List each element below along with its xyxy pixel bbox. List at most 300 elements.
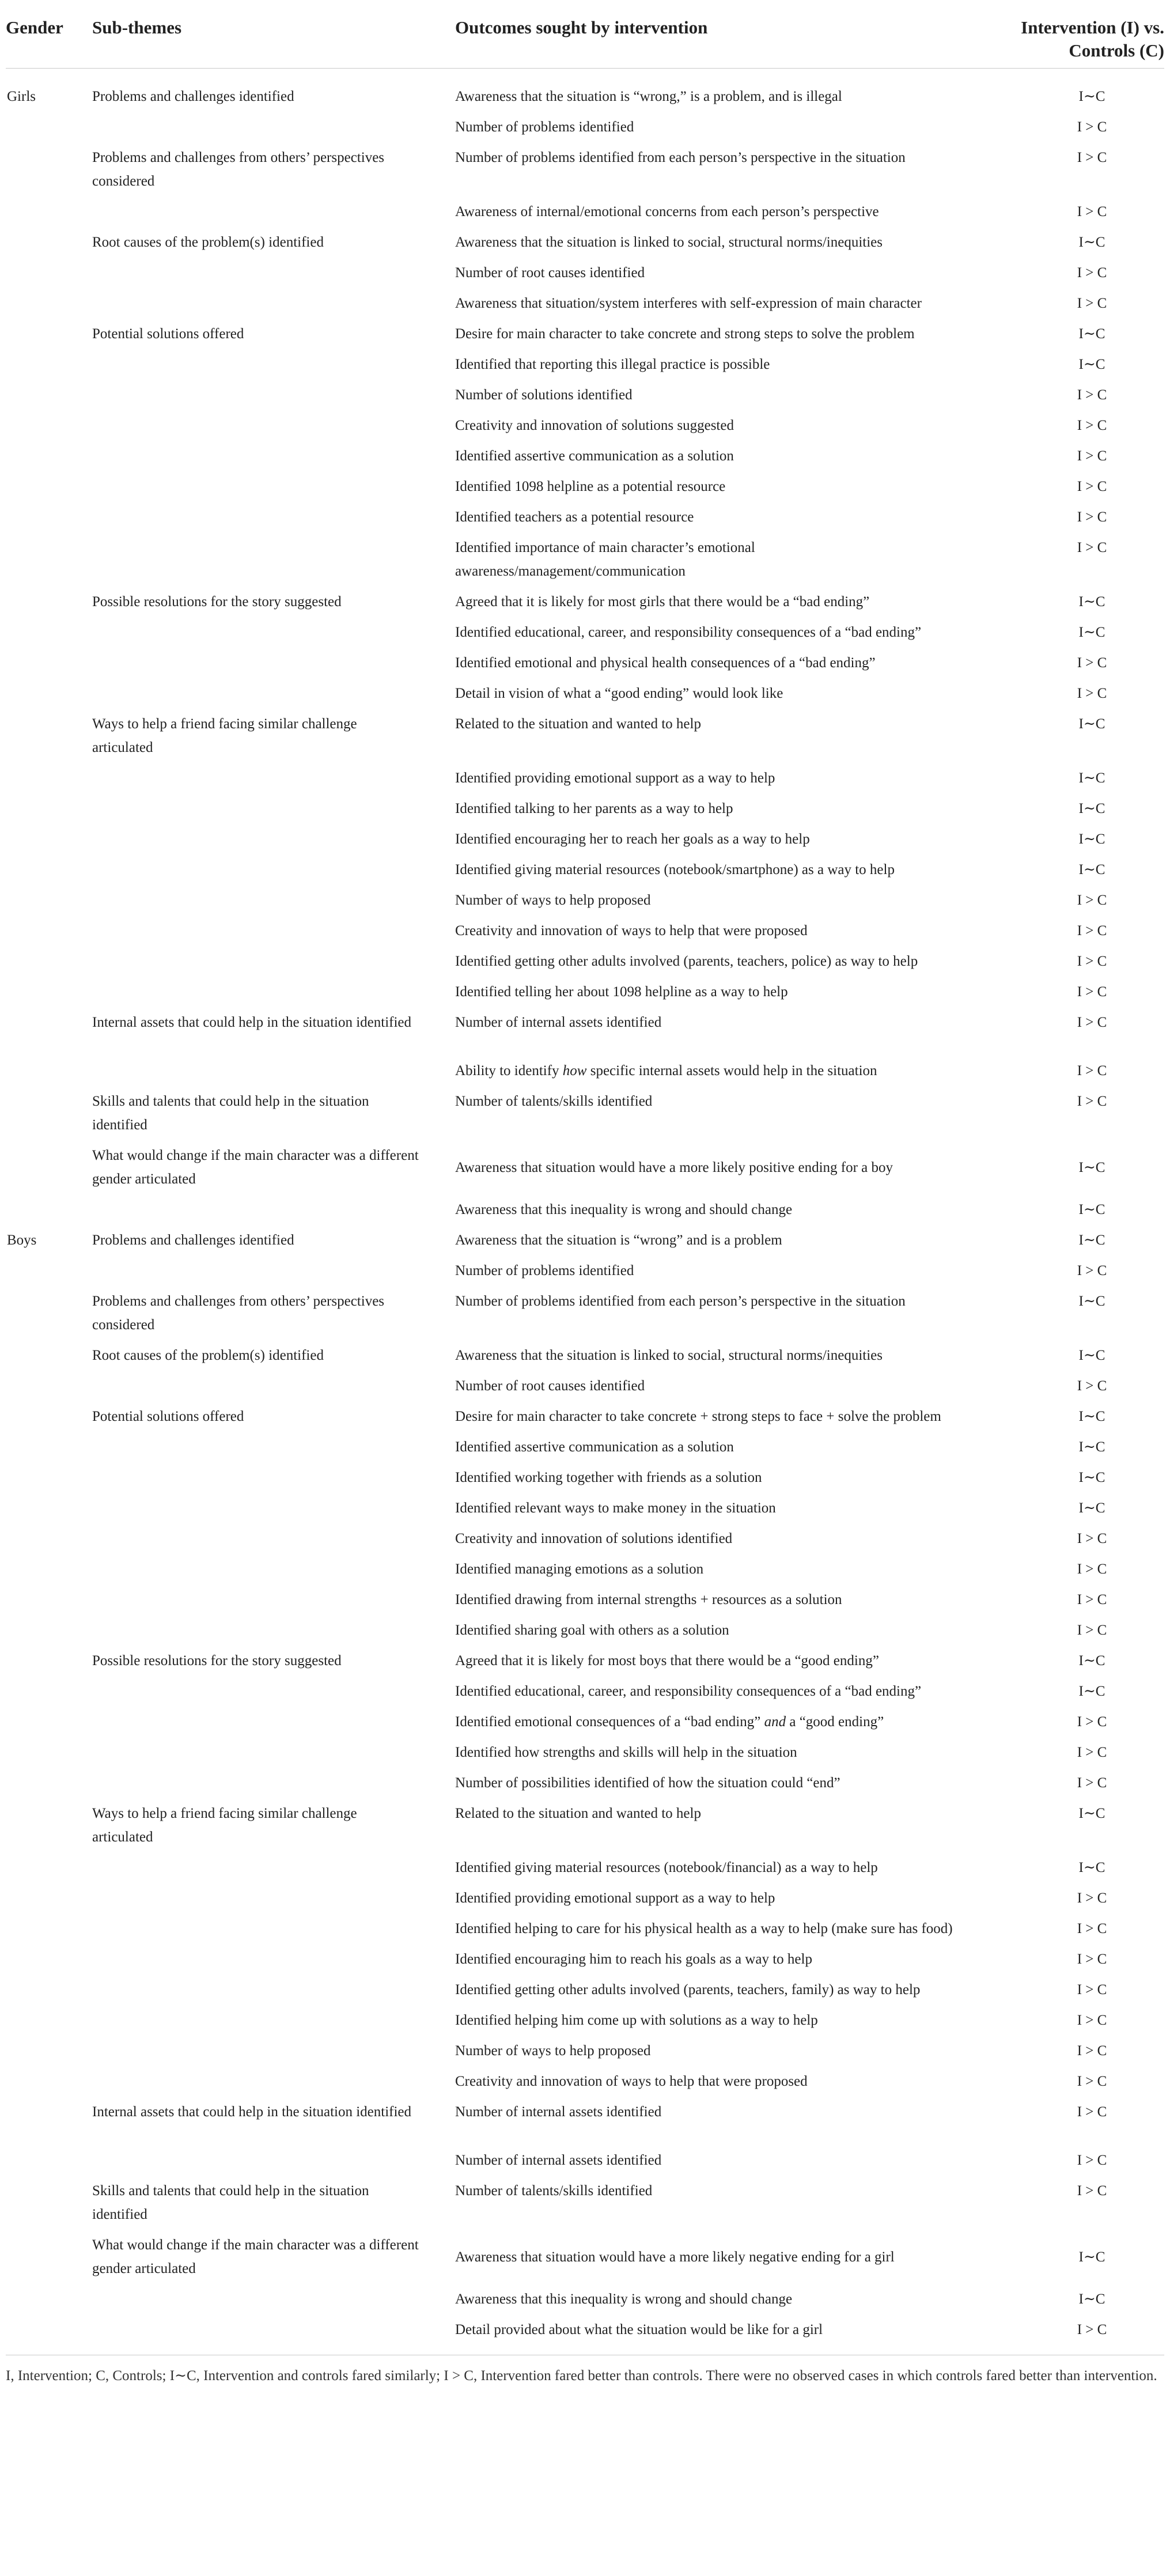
header-outcomes: Outcomes sought by intervention bbox=[455, 5, 1002, 69]
subtheme-cell: Internal assets that could help in the situation identified bbox=[92, 2104, 412, 2120]
result-cell: I > C bbox=[1077, 984, 1107, 1000]
outcome-cell: Identified getting other adults involved (parents, teachers, family) as way to help bbox=[455, 1982, 921, 1998]
table-body bbox=[6, 69, 1164, 2347]
outcome-cell: Number of solutions identified bbox=[455, 387, 633, 403]
result-cell: I∼C bbox=[1078, 716, 1105, 732]
result-cell: I > C bbox=[1077, 655, 1107, 671]
table-row bbox=[6, 69, 1164, 114]
gender-cell bbox=[6, 381, 92, 412]
subtheme-cell bbox=[92, 978, 455, 1009]
table-row bbox=[6, 1854, 1164, 1885]
table-row bbox=[6, 2007, 1164, 2037]
table-row bbox=[6, 1464, 1164, 1495]
gender-cell bbox=[6, 1800, 92, 1854]
table-row bbox=[6, 1009, 1164, 1057]
subtheme-cell bbox=[92, 442, 455, 473]
subtheme-cell: Internal assets that could help in the situation identified bbox=[92, 1015, 412, 1030]
result-cell: I > C bbox=[1077, 1094, 1107, 1109]
outcome-cell: Identified telling her about 1098 helpline as a way to help bbox=[455, 984, 788, 1000]
result-cell: I∼C bbox=[1078, 770, 1105, 786]
gender-cell bbox=[6, 351, 92, 381]
outcome-cell: Identified that reporting this illegal practice is possible bbox=[455, 357, 770, 372]
result-cell: I∼C bbox=[1078, 89, 1105, 104]
outcome-cell: Identified emotional consequences of a “bad ending” and a “good ending” bbox=[455, 1714, 884, 1730]
gender-cell bbox=[6, 1057, 92, 1088]
gender-cell bbox=[6, 917, 92, 948]
result-cell: I > C bbox=[1077, 509, 1107, 525]
header-result: Intervention (I) vs. Controls (C) bbox=[1002, 5, 1164, 69]
table-row bbox=[6, 2286, 1164, 2316]
subtheme-cell: Skills and talents that could help in the situation identified bbox=[92, 2183, 369, 2222]
subtheme-cell: Possible resolutions for the story suggested bbox=[92, 1653, 342, 1669]
result-cell: I∼C bbox=[1078, 1159, 1105, 1175]
outcome-cell: Related to the situation and wanted to help bbox=[455, 1806, 701, 1821]
gender-cell bbox=[6, 114, 92, 144]
outcome-cell: Number of ways to help proposed bbox=[455, 892, 651, 908]
subtheme-cell bbox=[92, 887, 455, 917]
gender-cell bbox=[6, 856, 92, 887]
result-cell: I > C bbox=[1077, 892, 1107, 908]
subtheme-cell bbox=[92, 198, 455, 229]
gender-cell bbox=[6, 948, 92, 978]
gender-cell bbox=[6, 1495, 92, 1525]
table-row bbox=[6, 1257, 1164, 1288]
table-row bbox=[6, 1586, 1164, 1617]
gender-cell bbox=[6, 1372, 92, 1403]
outcome-cell: Identified drawing from internal strengths + resources as a solution bbox=[455, 1592, 842, 1607]
gender-cell bbox=[6, 1617, 92, 1647]
result-cell: I > C bbox=[1077, 119, 1107, 135]
result-cell: I > C bbox=[1077, 1378, 1107, 1394]
subtheme-cell bbox=[92, 1915, 455, 1946]
gender-cell bbox=[6, 1586, 92, 1617]
table-row bbox=[6, 978, 1164, 1009]
table-row bbox=[6, 1403, 1164, 1433]
result-cell: I > C bbox=[1077, 2104, 1107, 2120]
result-cell: I > C bbox=[1077, 2183, 1107, 2199]
outcome-cell: Number of possibilities identified of how the situation could “end” bbox=[455, 1775, 840, 1791]
gender-cell bbox=[6, 710, 92, 765]
outcome-cell: Number of internal assets identified bbox=[455, 2104, 662, 2120]
outcome-cell: Creativity and innovation of solutions suggested bbox=[455, 418, 734, 433]
table-row bbox=[6, 2177, 1164, 2231]
subtheme-cell bbox=[92, 1372, 455, 1403]
gender-cell bbox=[6, 649, 92, 680]
result-cell: I∼C bbox=[1078, 625, 1105, 640]
gender-cell bbox=[6, 534, 92, 588]
subtheme-cell bbox=[92, 1769, 455, 1800]
outcome-cell: Number of internal assets identified bbox=[455, 2153, 662, 2168]
outcome-cell: Awareness of internal/emotional concerns from each person’s perspective bbox=[455, 204, 879, 220]
subtheme-cell bbox=[92, 259, 455, 290]
result-cell: I > C bbox=[1077, 1745, 1107, 1760]
outcome-cell: Identified assertive communication as a solution bbox=[455, 1439, 734, 1455]
outcome-cell: Ability to identify how specific internal assets would help in the situation bbox=[455, 1063, 877, 1079]
table-row bbox=[6, 504, 1164, 534]
result-cell: I > C bbox=[1077, 2153, 1107, 2168]
gender-cell bbox=[6, 2286, 92, 2316]
subtheme-cell bbox=[92, 114, 455, 144]
table-row bbox=[6, 1739, 1164, 1769]
subtheme-cell bbox=[92, 856, 455, 887]
outcome-cell: Awareness that the situation is “wrong” and is a problem bbox=[455, 1232, 782, 1248]
outcome-cell: Identified how strengths and skills will help in the situation bbox=[455, 1745, 797, 1760]
subtheme-cell: Potential solutions offered bbox=[92, 326, 244, 342]
subtheme-cell bbox=[92, 1556, 455, 1586]
table-row bbox=[6, 144, 1164, 198]
gender-cell bbox=[6, 588, 92, 619]
table-row bbox=[6, 2147, 1164, 2177]
result-cell: I > C bbox=[1077, 1063, 1107, 1079]
gender-cell bbox=[6, 504, 92, 534]
table-row bbox=[6, 1196, 1164, 1227]
subtheme-cell: Problems and challenges from others’ perspectives considered bbox=[92, 150, 385, 189]
subtheme-cell bbox=[92, 1057, 455, 1088]
outcome-cell: Awareness that this inequality is wrong and should change bbox=[455, 1202, 793, 1217]
subtheme-cell bbox=[92, 381, 455, 412]
outcome-cell: Awareness that this inequality is wrong and should change bbox=[455, 2291, 793, 2307]
result-cell: I∼C bbox=[1078, 1653, 1105, 1669]
table-header bbox=[6, 5, 1164, 69]
outcome-cell: Identified providing emotional support as a way to help bbox=[455, 1890, 775, 1906]
table-row bbox=[6, 1678, 1164, 1708]
subtheme-cell bbox=[92, 473, 455, 504]
outcome-cell: Identified assertive communication as a solution bbox=[455, 448, 734, 464]
header-gender: Gender bbox=[6, 5, 92, 69]
gender-cell bbox=[6, 442, 92, 473]
table-row bbox=[6, 290, 1164, 320]
outcome-cell: Number of problems identified from each person’s perspective in the situation bbox=[455, 150, 906, 165]
result-cell: I > C bbox=[1077, 1263, 1107, 1278]
outcome-cell: Awareness that situation would have a more likely positive ending for a boy bbox=[455, 1159, 893, 1175]
table-row bbox=[6, 948, 1164, 978]
subtheme-cell bbox=[92, 1495, 455, 1525]
subtheme-cell bbox=[92, 917, 455, 948]
result-cell: I > C bbox=[1077, 150, 1107, 165]
header-subthemes: Sub-themes bbox=[92, 5, 455, 69]
outcome-cell: Number of problems identified bbox=[455, 1263, 634, 1278]
subtheme-cell: Problems and challenges identified bbox=[92, 89, 294, 104]
result-cell: I > C bbox=[1077, 2074, 1107, 2089]
result-cell: I∼C bbox=[1078, 594, 1105, 610]
table-row bbox=[6, 1088, 1164, 1142]
subtheme-cell: Root causes of the problem(s) identified bbox=[92, 1348, 324, 1363]
gender-cell bbox=[6, 2098, 92, 2147]
table-footnote: I, Intervention; C, Controls; I∼C, Intervention and controls fared similarly; I > C, Intervention fared better than controls. There were no observed cases in which controls fared better than intervention. bbox=[6, 2355, 1164, 2386]
result-cell: I > C bbox=[1077, 923, 1107, 939]
gender-cell bbox=[6, 1009, 92, 1057]
outcome-cell: Identified educational, career, and responsibility consequences of a “bad ending” bbox=[455, 1684, 922, 1699]
result-cell: I > C bbox=[1077, 954, 1107, 969]
result-cell: I > C bbox=[1077, 448, 1107, 464]
table-row bbox=[6, 588, 1164, 619]
subtheme-cell: Potential solutions offered bbox=[92, 1409, 244, 1424]
gender-cell bbox=[6, 680, 92, 710]
gender-cell bbox=[6, 2007, 92, 2037]
table-row bbox=[6, 2231, 1164, 2286]
result-cell: I > C bbox=[1077, 1775, 1107, 1791]
result-cell: I > C bbox=[1077, 296, 1107, 311]
result-cell: I > C bbox=[1077, 1561, 1107, 1577]
result-cell: I∼C bbox=[1078, 1806, 1105, 1821]
result-cell: I > C bbox=[1077, 1592, 1107, 1607]
outcome-cell: Identified teachers as a potential resource bbox=[455, 509, 694, 525]
table-row bbox=[6, 795, 1164, 826]
outcome-cell: Identified emotional and physical health consequences of a “bad ending” bbox=[455, 655, 876, 671]
gender-cell bbox=[6, 320, 92, 351]
table-row bbox=[6, 114, 1164, 144]
gender-cell bbox=[6, 1708, 92, 1739]
outcome-cell: Number of talents/skills identified bbox=[455, 1094, 653, 1109]
gender-cell bbox=[6, 1915, 92, 1946]
outcome-cell: Number of ways to help proposed bbox=[455, 2043, 651, 2059]
table-row bbox=[6, 826, 1164, 856]
outcome-cell: Identified encouraging her to reach her goals as a way to help bbox=[455, 831, 810, 847]
result-cell: I > C bbox=[1077, 1714, 1107, 1730]
outcome-cell: Identified sharing goal with others as a solution bbox=[455, 1622, 729, 1638]
outcome-cell: Creativity and innovation of ways to help that were proposed bbox=[455, 923, 808, 939]
result-cell: I∼C bbox=[1078, 862, 1105, 877]
table-row bbox=[6, 2316, 1164, 2347]
outcome-cell: Identified giving material resources (notebook/financial) as a way to help bbox=[455, 1860, 878, 1875]
outcome-cell: Identified relevant ways to make money in the situation bbox=[455, 1500, 776, 1516]
gender-cell bbox=[6, 1403, 92, 1433]
table-row bbox=[6, 1885, 1164, 1915]
table-row bbox=[6, 381, 1164, 412]
gender-cell bbox=[6, 978, 92, 1009]
table-row bbox=[6, 1708, 1164, 1739]
gender-cell bbox=[6, 1342, 92, 1372]
table-row bbox=[6, 259, 1164, 290]
subtheme-cell bbox=[92, 1525, 455, 1556]
table-row bbox=[6, 765, 1164, 795]
subtheme-cell bbox=[92, 1464, 455, 1495]
subtheme-cell: Ways to help a friend facing similar challenge articulated bbox=[92, 716, 357, 755]
subtheme-cell bbox=[92, 948, 455, 978]
gender-cell: Boys bbox=[7, 1232, 37, 1248]
table-row bbox=[6, 2037, 1164, 2068]
result-cell: I∼C bbox=[1078, 1348, 1105, 1363]
result-cell: I > C bbox=[1077, 2013, 1107, 2028]
table-row bbox=[6, 198, 1164, 229]
outcome-cell: Awareness that situation/system interferes with self-expression of main character bbox=[455, 296, 922, 311]
table-row bbox=[6, 1769, 1164, 1800]
subtheme-cell bbox=[92, 1708, 455, 1739]
subtheme-cell: Problems and challenges from others’ perspectives considered bbox=[92, 1293, 385, 1333]
gender-cell bbox=[6, 1556, 92, 1586]
table-row bbox=[6, 1227, 1164, 1257]
table-row bbox=[6, 1976, 1164, 2007]
outcome-cell: Awareness that situation would have a more likely negative ending for a girl bbox=[455, 2249, 895, 2265]
gender-cell bbox=[6, 1196, 92, 1227]
result-cell: I > C bbox=[1077, 1531, 1107, 1546]
table-row bbox=[6, 1556, 1164, 1586]
subtheme-cell bbox=[92, 649, 455, 680]
outcome-cell: Identified talking to her parents as a way to help bbox=[455, 801, 733, 816]
subtheme-cell: Problems and challenges identified bbox=[92, 1232, 294, 1248]
outcome-cell: Detail provided about what the situation would be like for a girl bbox=[455, 2322, 823, 2337]
table-row bbox=[6, 1057, 1164, 1088]
outcome-cell: Identified 1098 helpline as a potential resource bbox=[455, 479, 726, 494]
table-row bbox=[6, 1915, 1164, 1946]
gender-cell bbox=[6, 2177, 92, 2231]
result-cell: I > C bbox=[1077, 1951, 1107, 1967]
outcome-cell: Number of internal assets identified bbox=[455, 1015, 662, 1030]
subtheme-cell bbox=[92, 680, 455, 710]
result-cell: I∼C bbox=[1078, 1232, 1105, 1248]
table-row bbox=[6, 1342, 1164, 1372]
subtheme-cell bbox=[92, 290, 455, 320]
table-row bbox=[6, 442, 1164, 473]
gender-cell bbox=[6, 2231, 92, 2286]
subtheme-cell bbox=[92, 1976, 455, 2007]
outcome-cell: Identified managing emotions as a solution bbox=[455, 1561, 704, 1577]
outcome-cell: Identified educational, career, and responsibility consequences of a “bad ending” bbox=[455, 625, 922, 640]
table-row bbox=[6, 1288, 1164, 1342]
subtheme-cell bbox=[92, 2286, 455, 2316]
subtheme-cell bbox=[92, 1196, 455, 1227]
gender-cell bbox=[6, 1525, 92, 1556]
result-cell: I > C bbox=[1077, 2043, 1107, 2059]
gender-cell bbox=[6, 412, 92, 442]
table-row bbox=[6, 473, 1164, 504]
table-row bbox=[6, 1617, 1164, 1647]
outcome-cell: Identified helping to care for his physical health as a way to help (make sure has food) bbox=[455, 1921, 953, 1936]
table-row bbox=[6, 1142, 1164, 1196]
gender-cell bbox=[6, 1142, 92, 1196]
table-row bbox=[6, 710, 1164, 765]
gender-cell bbox=[6, 259, 92, 290]
gender-cell bbox=[6, 765, 92, 795]
outcome-cell: Identified working together with friends as a solution bbox=[455, 1470, 762, 1485]
outcome-cell: Number of root causes identified bbox=[455, 265, 645, 281]
outcome-cell: Identified importance of main character’s emotional awareness/management/communication bbox=[455, 540, 755, 579]
outcome-cell: Identified helping him come up with solutions as a way to help bbox=[455, 2013, 818, 2028]
table-row bbox=[6, 1433, 1164, 1464]
gender-cell bbox=[6, 887, 92, 917]
header-row bbox=[6, 5, 1164, 69]
subtheme-cell bbox=[92, 2316, 455, 2347]
subtheme-cell bbox=[92, 1617, 455, 1647]
result-cell: I > C bbox=[1077, 418, 1107, 433]
subtheme-cell: What would change if the main character was a different gender articulated bbox=[92, 2237, 419, 2276]
outcome-cell: Creativity and innovation of ways to help that were proposed bbox=[455, 2074, 808, 2089]
gender-cell bbox=[6, 1647, 92, 1678]
outcome-cell: Identified giving material resources (notebook/smartphone) as a way to help bbox=[455, 862, 895, 877]
gender-cell: Girls bbox=[7, 89, 36, 104]
result-cell: I∼C bbox=[1078, 1293, 1105, 1309]
subtheme-cell: Possible resolutions for the story suggested bbox=[92, 594, 342, 610]
table-row bbox=[6, 534, 1164, 588]
table-row bbox=[6, 1946, 1164, 1976]
result-cell: I > C bbox=[1077, 1622, 1107, 1638]
subtheme-cell bbox=[92, 1885, 455, 1915]
table-row bbox=[6, 1372, 1164, 1403]
subtheme-cell bbox=[92, 826, 455, 856]
result-cell: I∼C bbox=[1078, 1409, 1105, 1424]
outcome-cell: Related to the situation and wanted to help bbox=[455, 716, 701, 732]
result-cell: I > C bbox=[1077, 1921, 1107, 1936]
gender-cell bbox=[6, 2037, 92, 2068]
result-cell: I∼C bbox=[1078, 831, 1105, 847]
gender-cell bbox=[6, 2068, 92, 2098]
gender-cell bbox=[6, 198, 92, 229]
result-cell: I > C bbox=[1077, 540, 1107, 555]
table-row bbox=[6, 1525, 1164, 1556]
result-cell: I∼C bbox=[1078, 1860, 1105, 1875]
subtheme-cell bbox=[92, 2147, 455, 2177]
outcome-cell: Detail in vision of what a “good ending” would look like bbox=[455, 686, 783, 701]
gender-cell bbox=[6, 1769, 92, 1800]
gender-cell bbox=[6, 1433, 92, 1464]
subtheme-cell bbox=[92, 351, 455, 381]
outcome-cell: Agreed that it is likely for most boys that there would be a “good ending” bbox=[455, 1653, 879, 1669]
table-row bbox=[6, 887, 1164, 917]
gender-cell bbox=[6, 1288, 92, 1342]
table-row bbox=[6, 320, 1164, 351]
subtheme-cell bbox=[92, 2037, 455, 2068]
table-row bbox=[6, 649, 1164, 680]
subtheme-cell: Skills and talents that could help in the situation identified bbox=[92, 1094, 369, 1133]
subtheme-cell bbox=[92, 1586, 455, 1617]
subtheme-cell bbox=[92, 504, 455, 534]
outcome-cell: Awareness that the situation is linked to social, structural norms/inequities bbox=[455, 234, 883, 250]
table-row bbox=[6, 2098, 1164, 2147]
result-cell: I∼C bbox=[1078, 234, 1105, 250]
gender-cell bbox=[6, 1976, 92, 2007]
subtheme-cell bbox=[92, 1946, 455, 1976]
outcome-cell: Number of talents/skills identified bbox=[455, 2183, 653, 2199]
outcome-cell: Creativity and innovation of solutions identified bbox=[455, 1531, 733, 1546]
table-row bbox=[6, 917, 1164, 948]
table-row bbox=[6, 619, 1164, 649]
gender-cell bbox=[6, 1739, 92, 1769]
result-cell: I∼C bbox=[1078, 1202, 1105, 1217]
gender-cell bbox=[6, 826, 92, 856]
gender-cell bbox=[6, 1885, 92, 1915]
subtheme-cell bbox=[92, 1678, 455, 1708]
result-cell: I∼C bbox=[1078, 1470, 1105, 1485]
subtheme-cell bbox=[92, 795, 455, 826]
subtheme-cell bbox=[92, 1433, 455, 1464]
table-row bbox=[6, 1647, 1164, 1678]
table-row bbox=[6, 351, 1164, 381]
gender-cell bbox=[6, 619, 92, 649]
result-cell: I∼C bbox=[1078, 357, 1105, 372]
gender-cell bbox=[6, 1088, 92, 1142]
outcomes-table bbox=[6, 5, 1164, 2347]
result-cell: I > C bbox=[1077, 204, 1107, 220]
table-row bbox=[6, 2068, 1164, 2098]
subtheme-cell bbox=[92, 412, 455, 442]
subtheme-cell: Root causes of the problem(s) identified bbox=[92, 234, 324, 250]
table-row bbox=[6, 680, 1164, 710]
gender-cell bbox=[6, 1464, 92, 1495]
subtheme-cell bbox=[92, 765, 455, 795]
table-row bbox=[6, 229, 1164, 259]
gender-cell bbox=[6, 144, 92, 198]
result-cell: I > C bbox=[1077, 2322, 1107, 2337]
outcome-cell: Awareness that the situation is linked to social, structural norms/inequities bbox=[455, 1348, 883, 1363]
gender-cell bbox=[6, 2316, 92, 2347]
outcome-cell: Desire for main character to take concrete + strong steps to face + solve the problem bbox=[455, 1409, 941, 1424]
result-cell: I > C bbox=[1077, 265, 1107, 281]
outcome-cell: Agreed that it is likely for most girls that there would be a “bad ending” bbox=[455, 594, 870, 610]
result-cell: I > C bbox=[1077, 387, 1107, 403]
result-cell: I > C bbox=[1077, 686, 1107, 701]
subtheme-cell bbox=[92, 2068, 455, 2098]
result-cell: I∼C bbox=[1078, 2249, 1105, 2265]
